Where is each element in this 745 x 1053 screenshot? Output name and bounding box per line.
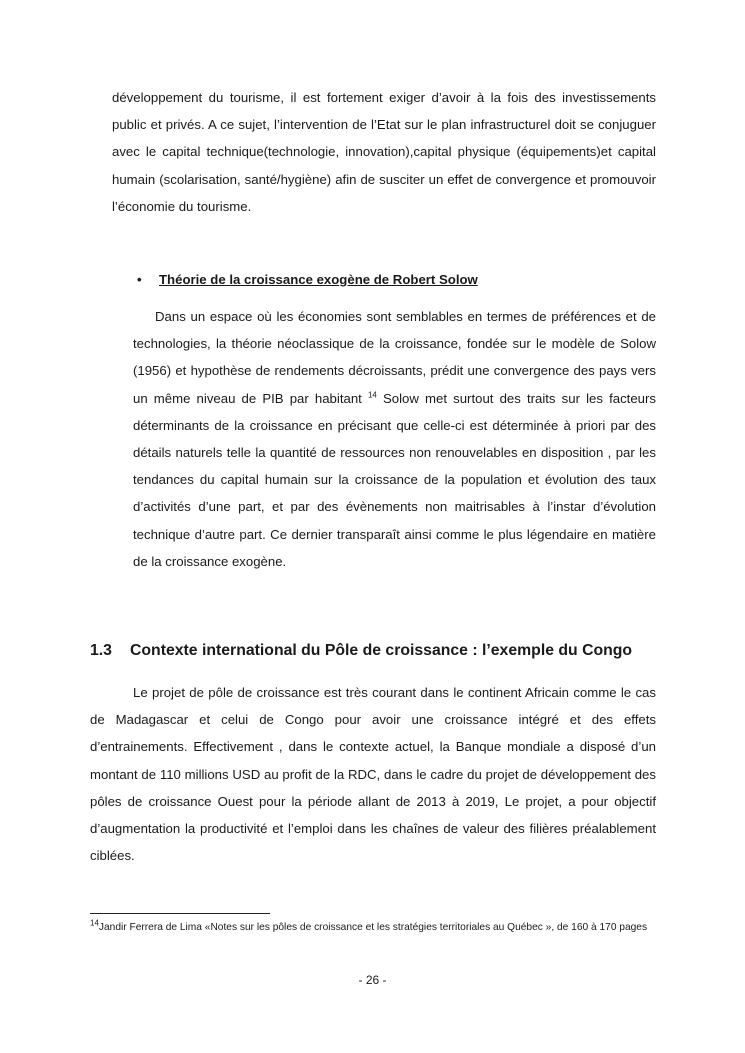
footnote bbox=[90, 919, 656, 937]
intro-paragraph: développement du tourisme, il est fortement exiger d’avoir à la fois des investissements public et privés. A ce sujet, l’intervention de l’Etat sur le plan infrastructurel doit se conjuguer avec le capital technique(technologie, innovation),capital physique (équipements)et capital humain (scolarisation, santé/hygiène) afin de susciter un effet de convergence et promouvoir l’économie du tourisme. bbox=[112, 90, 656, 214]
section-heading bbox=[90, 638, 632, 664]
footnote-text: Jandir Ferrera de Lima «Notes sur les pôles de croissance et les stratégies territoriales au Québec », de 160 à 170 pages bbox=[98, 922, 648, 933]
solow-paragraph bbox=[133, 303, 656, 575]
bullet-title: Théorie de la croissance exogène de Robert Solow bbox=[159, 272, 478, 287]
footnote-reference[interactable]: 14 bbox=[367, 390, 377, 400]
bullet-icon: • bbox=[137, 272, 142, 287]
solow-text-part1: Dans un espace où les économies sont semblables en termes de préférences et de technologies, la théorie néoclassique de la croissance, fondée sur le modèle de Solow (1956) et hypothèse de rendements décroissants, prédit une convergence des pays vers un même niveau de PIB par habitant bbox=[133, 309, 656, 406]
solow-text-part2: Solow met surtout des traits sur les facteurs déterminants de la croissance en précisant que celle-ci est déterminée à priori par des détails naturels telle la quantité de ressources non renouvelables en disposition , par les tendances du capital humain sur la croissance de la population et évolution des taux d’activités d’une part, et par des évènements non maitrisables à l’instar d’évolution technique d’autre part. Ce dernier transparaît ainsi comme le plus légendaire en matière de la croissance exogène. bbox=[133, 390, 656, 569]
section-number: 1.3 bbox=[90, 642, 112, 659]
bullet-heading bbox=[137, 268, 478, 292]
page-number: - 26 - bbox=[358, 973, 387, 987]
congo-paragraph: Le projet de pôle de croissance est très courant dans le continent Africain comme le cas de Madagascar et celui de Congo pour avoir une croissance intégré et des effets d’entrainements. Effectivement , dans le contexte actuel, la Banque mondiale a disposé d’un montant de 110 millions USD au profit de la RDC, dans le cadre du projet de développement des pôles de croissance Ouest pour la période allant de 2013 à 2019, Le projet, a pour objectif d’augmentation la productivité et l’emploi dans les chaînes de valeur des filières préalablement ciblées. bbox=[90, 685, 656, 864]
footnote-separator bbox=[90, 913, 270, 914]
section-title: Contexte international du Pôle de croissance : l’exemple du Congo bbox=[130, 642, 633, 659]
footnote-marker: 14 bbox=[90, 918, 99, 928]
